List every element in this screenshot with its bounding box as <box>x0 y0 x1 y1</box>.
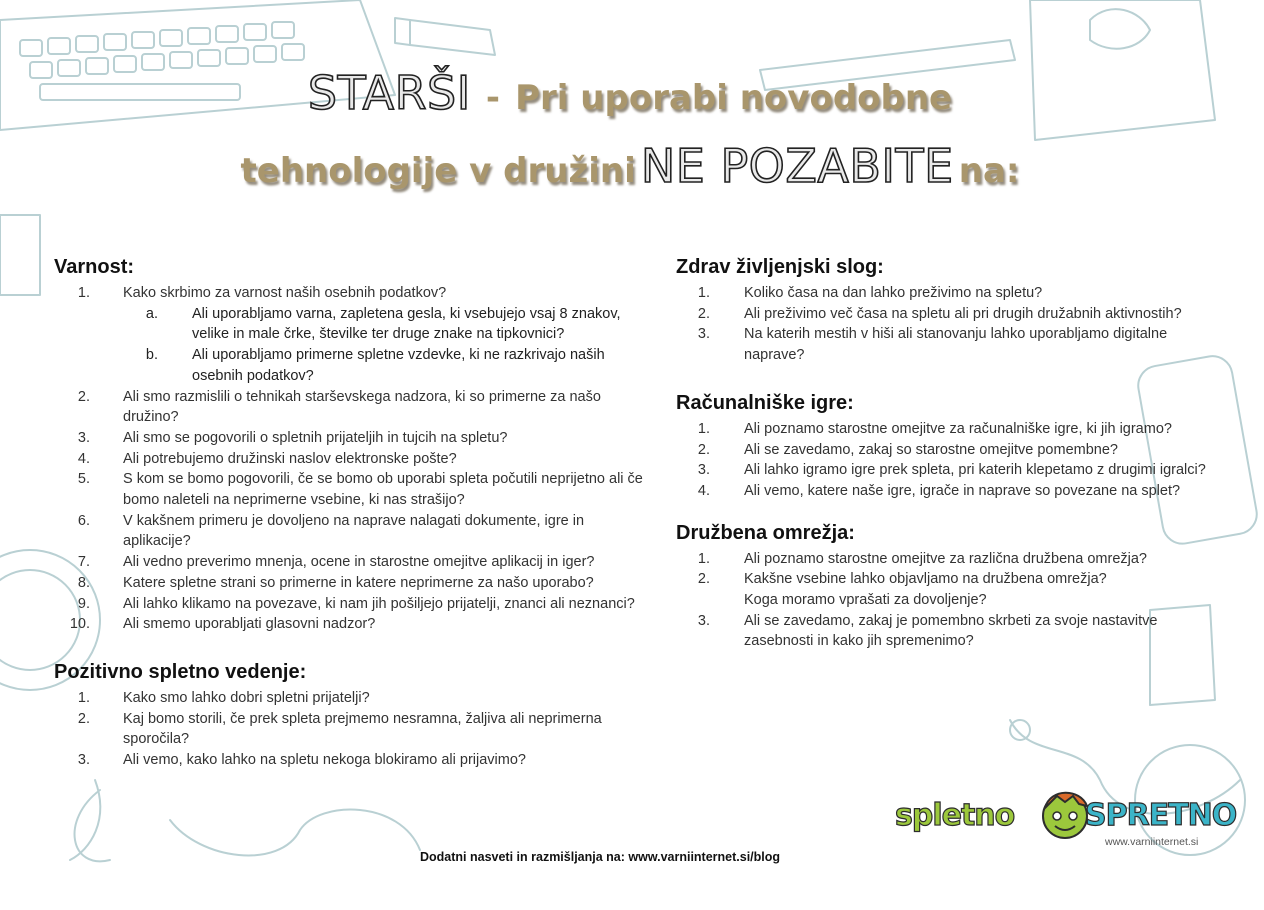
list-text: Ali preživimo več časa na spletu ali pri drugih družabnih aktivnostih? <box>744 305 1182 322</box>
title-starsi: STARŠI <box>307 66 471 120</box>
section-varnost <box>54 256 654 635</box>
section-zdrav <box>676 256 1216 366</box>
list-item <box>54 750 654 771</box>
usb-stick-icon <box>410 20 495 55</box>
list-text: Ali uporabljamo primerne spletne vzdevke, ki ne razkrivajo naših osebnih podatkov? <box>192 347 605 384</box>
glasses-icon <box>170 810 420 856</box>
list-text: Ali vemo, kako lahko na spletu nekoga blokiramo ali prijavimo? <box>123 752 526 769</box>
varnost-sub-list <box>54 304 654 387</box>
section-heading: Družbena omrežja: <box>676 521 855 544</box>
list-text: Kako smo lahko dobri spletni prijatelji? <box>123 689 370 706</box>
section-igre <box>676 392 1216 502</box>
list-text: Kako skrbimo za varnost naših osebnih podatkov? <box>123 285 447 301</box>
logo-word-spletno: spletno <box>895 798 1015 833</box>
list-item <box>54 573 654 594</box>
pozitivno-list <box>54 688 654 771</box>
list-text <box>744 569 1216 610</box>
list-text: Ali potrebujemo družinski naslov elektronske pošte? <box>123 450 457 467</box>
druzbena-list <box>676 549 1216 653</box>
list-item <box>54 387 654 428</box>
list-text: Kaj bomo storili, če prek spleta prejmemo nesramna, žaljiva ali neprimerna sporočila? <box>123 710 602 748</box>
list-number: 10. <box>69 616 90 633</box>
zdrav-list <box>676 283 1216 366</box>
list-item <box>676 460 1216 481</box>
logo-word-spretno: SPRETNO <box>1085 798 1237 833</box>
list-number: 1. <box>77 689 90 706</box>
section-druzbena <box>676 522 1216 653</box>
igre-list <box>676 419 1216 502</box>
list-text-line2: Koga moramo vprašati za dovoljenje? <box>744 592 987 609</box>
list-text: Katere spletne strani so primerne in katere neprimerne za našo uporabo? <box>123 574 594 591</box>
list-number: 2. <box>697 571 710 588</box>
list-item <box>54 469 654 510</box>
list-item <box>54 552 654 573</box>
list-number: 1. <box>77 285 90 301</box>
left-column <box>54 256 654 797</box>
list-text-line1: Kakšne vsebine lahko objavljamo na družbena omrežja? <box>744 571 1107 588</box>
logo-url: www.varniinternet.si <box>1105 836 1199 848</box>
list-item <box>676 324 1216 365</box>
frame-icon <box>0 215 40 295</box>
list-item <box>54 614 654 635</box>
list-number: 3. <box>77 429 90 446</box>
title-line1: Pri uporabi novodobne <box>515 78 953 118</box>
list-item <box>676 569 1216 610</box>
list-item <box>54 283 654 304</box>
list-text: Ali lahko igramo igre prek spleta, pri katerih klepetamo z drugimi igralci? <box>744 462 1206 479</box>
list-number: 4. <box>77 450 90 467</box>
section-heading: Pozitivno spletno vedenje: <box>54 660 307 683</box>
list-item <box>54 688 654 709</box>
list-number: 2. <box>77 710 90 727</box>
list-number: 2. <box>77 388 90 405</box>
varnost-list <box>54 283 654 635</box>
list-text: V kakšnem primeru je dovoljeno na naprave nalagati dokumente, igre in aplikacije? <box>123 512 585 550</box>
list-number: 3. <box>697 612 710 629</box>
list-number: 2. <box>697 441 710 458</box>
list-text: Ali smo razmislili o tehnikah starševskega nadzora, ki so primerne za našo družino? <box>123 388 601 426</box>
list-text: S kom se bomo pogovorili, če se bomo ob uporabi spleta počutili neprijetno ali če bomo naleteli na neprimerne vsebine, ki nas strašijo? <box>123 471 643 509</box>
list-number: 7. <box>77 554 90 571</box>
list-item <box>676 440 1216 461</box>
page-title <box>150 62 1110 208</box>
list-letter: b. <box>145 347 158 364</box>
list-item <box>676 481 1216 502</box>
list-number: 5. <box>77 471 90 488</box>
list-item <box>54 428 654 449</box>
list-number: 2. <box>697 305 710 322</box>
spletno-spretno-logo <box>895 786 1237 856</box>
section-heading: Računalniške igre: <box>676 391 854 414</box>
list-letter: a. <box>145 305 158 322</box>
list-text: Ali se zavedamo, zakaj je pomembno skrbeti za svoje nastavitve zasebnosti in kako jih spremenimo? <box>744 612 1158 650</box>
title-ne-pozabite: NE POZABITE <box>640 139 954 193</box>
list-number: 3. <box>697 326 710 343</box>
title-na: na: <box>958 151 1020 191</box>
list-text: Ali se zavedamo, zakaj so starostne omejitve pomembne? <box>744 441 1118 458</box>
list-text: Na katerih mestih v hiši ali stanovanju lahko uporabljamo digitalne naprave? <box>744 326 1168 364</box>
title-line2: tehnologije v družini <box>240 151 636 191</box>
list-number: 1. <box>697 420 710 437</box>
list-text: Ali lahko klikamo na povezave, ki nam jih pošiljejo prijatelji, znanci ali neznanci? <box>123 595 635 612</box>
list-text: Ali uporabljamo varna, zapletena gesla, ki vsebujejo vsaj 8 znakov, velike in male črke, številke ter druge znake na tipkovnici? <box>192 305 621 343</box>
list-text: Ali poznamo starostne omejitve za računalniške igre, ki jih igramo? <box>744 420 1172 437</box>
list-number: 1. <box>697 550 710 567</box>
right-column <box>676 256 1216 678</box>
list-number: 3. <box>77 752 90 769</box>
title-dash: - <box>485 78 501 118</box>
list-text: Koliko časa na dan lahko preživimo na spletu? <box>744 285 1043 301</box>
section-heading: Zdrav življenjski slog: <box>676 256 884 278</box>
list-item <box>676 304 1216 325</box>
list-number: 3. <box>697 462 710 479</box>
sub-list-wrapper <box>54 304 654 387</box>
list-item <box>676 611 1216 652</box>
list-text: Ali vedno preverimo mnenja, ocene in starostne omejitve aplikacij in iger? <box>123 554 595 571</box>
list-item <box>54 511 654 552</box>
list-item <box>54 594 654 615</box>
list-number: 4. <box>697 482 710 499</box>
list-text: Ali smo se pogovorili o spletnih prijateljih in tujcih na spletu? <box>123 429 508 446</box>
list-item <box>676 283 1216 304</box>
list-number: 1. <box>697 285 710 301</box>
section-pozitivno <box>54 661 654 771</box>
list-item <box>54 449 654 470</box>
list-item <box>54 709 654 750</box>
sub-list-item <box>54 345 654 386</box>
list-text: Ali smemo uporabljati glasovni nadzor? <box>123 616 376 633</box>
list-number: 8. <box>77 574 90 591</box>
list-number: 9. <box>77 595 90 612</box>
sub-list-item <box>54 304 654 345</box>
list-item <box>676 549 1216 570</box>
list-number: 6. <box>77 512 90 529</box>
list-text: Ali vemo, katere naše igre, igrače in naprave so povezane na splet? <box>744 482 1181 499</box>
footer-note: Dodatni nasveti in razmišljanja na: www.varniinternet.si/blog <box>420 850 781 864</box>
section-heading: Varnost: <box>54 256 135 278</box>
list-item <box>676 419 1216 440</box>
list-text: Ali poznamo starostne omejitve za različna družbena omrežja? <box>744 550 1147 567</box>
